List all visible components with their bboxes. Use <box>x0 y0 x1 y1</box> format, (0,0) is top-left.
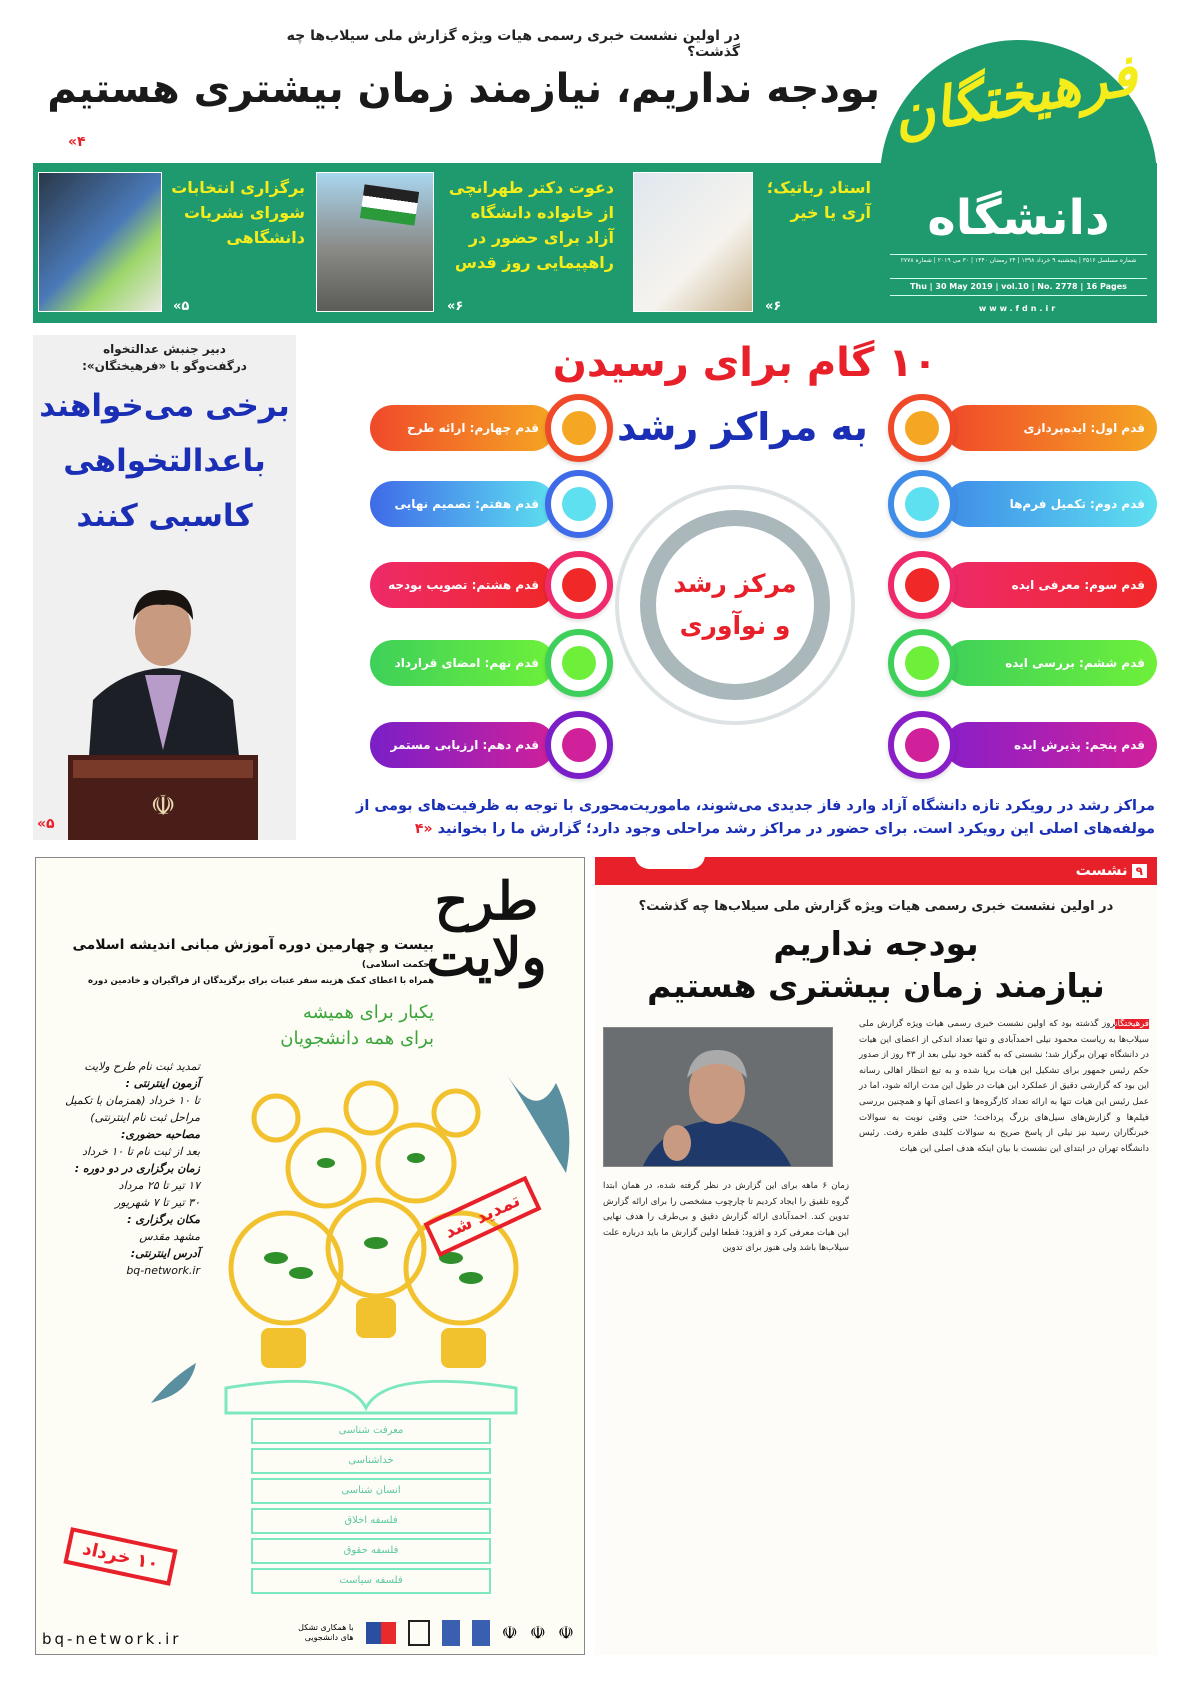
date-stamp: ۱۰ خرداد <box>63 1527 177 1586</box>
lead-kicker: در اولین نشست خبری رسمی هیات ویژه گزارش ملی سیلاب‌ها چه گذشت؟ <box>286 28 740 60</box>
book-spine: فلسفه اخلاق <box>251 1508 491 1534</box>
teaser-robotics[interactable] <box>761 175 871 225</box>
ad-detail-line: تا ۱۰ خرداد (همزمان با تکمیل مراحل ثبت نام اینترنتی) <box>65 1094 200 1124</box>
article-body-right <box>859 1017 1149 1157</box>
book-spine: معرفت شناسی <box>251 1418 491 1444</box>
step-l-2 <box>370 481 555 527</box>
step-label: قدم هفتم: تصمیم نهایی <box>394 497 539 511</box>
interview-kicker: دبیر جنبش عدالتخواه <box>103 342 226 356</box>
book-spine: فلسفه حقوق <box>251 1538 491 1564</box>
ad-url[interactable]: bq-network.ir <box>42 1630 182 1648</box>
step-label: قدم اول: ایده‌پردازی <box>1023 421 1145 435</box>
partner-logo-icon <box>408 1620 430 1646</box>
book-stack <box>221 1418 491 1598</box>
ad-detail-line[interactable]: bq-network.ir <box>126 1264 200 1277</box>
step-marker-icon <box>888 711 956 779</box>
article-photo <box>603 1027 833 1167</box>
step-label: قدم هشتم: تصویب بودجه <box>388 578 539 592</box>
teaser-title: دعوت دکتر طهرانچی از خانواده دانشگاه آزاد برای حضور در راهپیمایی روز قدس <box>448 178 614 272</box>
step-marker-icon <box>545 551 613 619</box>
ad-subtitle: همراه با اعطای کمک هزینه سفر عتبات برای برگزیدگان از فراگیران و خادمین دوره <box>88 976 434 986</box>
logo-subtitle: دانشگاه <box>927 190 1110 246</box>
ad-detail-line: مصاحبه حضوری: <box>121 1128 200 1141</box>
ad-detail-line: ۱۷ تیر تا ۲۵ مرداد <box>118 1179 200 1192</box>
logo-wordmark: فرهیختگان <box>887 41 1142 150</box>
step-marker-icon <box>545 470 613 538</box>
ad-slogan: یکبار برای همیشه <box>302 1002 434 1023</box>
center-label-2: و نوآوری <box>679 611 791 640</box>
ad-detail-line: بعد از ثبت نام تا ۱۰ خرداد <box>82 1145 200 1158</box>
article-source: فرهیختگان <box>1115 1019 1149 1029</box>
step-l-4 <box>370 640 555 686</box>
partner-logo-icon <box>442 1620 460 1646</box>
quds-photo <box>316 172 434 312</box>
infographic-subtitle: به مراکز رشد <box>617 405 868 449</box>
advertisement[interactable] <box>35 857 585 1655</box>
book-spine: انسان شناسی <box>251 1478 491 1504</box>
extended-stamp: تمدید شد <box>423 1176 541 1257</box>
page-ref[interactable]: «۵ <box>37 816 55 832</box>
partner-logo-icon <box>366 1622 396 1644</box>
step-marker-icon <box>545 629 613 697</box>
ad-title: طرح ولایت <box>426 871 547 988</box>
infographic-title: ۱۰ گام برای رسیدن <box>552 340 938 386</box>
ad-details <box>40 1058 200 1279</box>
book-spine: خداشناسی <box>251 1448 491 1474</box>
section-label <box>1076 861 1147 879</box>
step-r-1 <box>945 405 1157 451</box>
step-label: قدم نهم: امضای قرارداد <box>394 656 539 670</box>
ad-detail-line: مکان برگزاری : <box>127 1213 200 1226</box>
lightbulbs-books-illustration <box>206 1058 536 1418</box>
emblem-icon: ☫ <box>529 1622 546 1644</box>
dove-icon <box>146 1358 206 1408</box>
step-r-5 <box>945 722 1157 768</box>
lead-page-ref[interactable]: «۴ <box>68 134 86 150</box>
ad-detail-line: آدرس اینترنتی: <box>130 1247 200 1260</box>
ad-detail-line: مشهد مقدس <box>139 1230 200 1243</box>
ad-course <box>64 936 434 974</box>
dove-icon <box>496 1063 576 1183</box>
course-name: بیست و چهارمین دوره آموزش مبانی اندیشه اسلامی <box>72 937 434 953</box>
step-label: قدم سوم: معرفی ایده <box>1011 578 1145 592</box>
step-marker-icon <box>888 629 956 697</box>
step-marker-icon <box>545 394 613 462</box>
page-ref[interactable]: «۶ <box>447 299 464 314</box>
issue-date: Thu | 30 May 2019 | vol.10 | No. 2778 | 16 Pages <box>890 278 1147 296</box>
step-marker-icon <box>888 394 956 462</box>
student-photo <box>38 172 162 312</box>
interview-box[interactable] <box>33 335 296 840</box>
center-label: مرکز رشد <box>673 569 797 598</box>
section-number: ۹ <box>1132 864 1147 878</box>
section-bar <box>595 857 1157 885</box>
interview-headline: برخی می‌خواهند باعدالتخواهی کاسبی کنند <box>39 388 290 534</box>
emblem-icon: ☫ <box>557 1622 574 1644</box>
ad-detail-line: زمان برگزاری در دو دوره : <box>74 1162 200 1175</box>
step-label: قدم پنجم: پذیرش ایده <box>1014 738 1145 752</box>
step-label: قدم ششم: بررسی ایده <box>1005 656 1145 670</box>
ad-slogan-2: برای همه دانشجویان <box>280 1028 434 1049</box>
article[interactable] <box>595 857 1157 1655</box>
teaser-quds[interactable] <box>444 175 614 275</box>
emblem-icon: ☫ <box>150 789 176 822</box>
emblem-icon: ☫ <box>501 1622 518 1644</box>
section-name: نشست <box>1075 861 1128 879</box>
infographic-center <box>640 510 830 700</box>
page-ref[interactable]: «۴ <box>414 821 433 837</box>
step-l-1 <box>370 405 555 451</box>
issue-meta: شماره مسلسل ۳۵۱۶ | پنجشنبه ۹ خرداد ۱۳۹۸ | ۲۴ رمضان ۱۴۴۰ | ۳۰ می ۲۰۱۹ | شماره ۲۷۷۸ <box>890 254 1147 265</box>
teaser-title: استاد رباتیک؛ آری یا خیر <box>766 178 871 222</box>
article-headline-2: نیازمند زمان بیشتری هستیم <box>647 966 1105 1005</box>
course-note: (حکمت اسلامی) <box>361 960 434 970</box>
site-url[interactable]: www.fdn.ir <box>978 304 1059 313</box>
step-marker-icon <box>888 551 956 619</box>
flag-graphic <box>360 184 419 225</box>
article-headline: بودجه نداریم <box>773 924 979 963</box>
article-kicker: در اولین نشست خبری رسمی هیات ویژه گزارش ملی سیلاب‌ها چه گذشت؟ <box>638 899 1114 914</box>
step-label: قدم چهارم: ارائه طرح <box>406 421 539 435</box>
article-body-left <box>603 1179 849 1257</box>
infographic-caption[interactable] <box>300 795 1155 841</box>
step-marker-icon <box>888 470 956 538</box>
ad-detail-line: تمدید ثبت نام طرح ولایت <box>84 1060 200 1073</box>
speaker-photo <box>63 550 263 840</box>
teaser-elections[interactable] <box>170 175 305 250</box>
ad-detail-line: آزمون اینترنتی : <box>125 1077 200 1090</box>
page-ref[interactable]: «۶ <box>765 299 782 314</box>
masthead-logo[interactable] <box>880 40 1157 323</box>
teaser-title: برگزاری انتخابات شورای نشریات دانشگاهی <box>171 178 305 247</box>
robot-photo <box>633 172 753 312</box>
step-r-3 <box>945 562 1157 608</box>
step-label: قدم دهم: ارزیابی مستمر <box>390 738 539 752</box>
article-text: روز گذشته بود که اولین نشست خبری رسمی هیات ویژه گزارش ملی سیلاب‌ها به ریاست محمود نیلی احمدآبادی و تنها تعداد اندکی از اعضای این هیات در دانشگاه تهران برگزار شد؛ نشستی که به گفته خود نیلی بعد از ۴۳ روز از صدور حکم رئیس جمهور برای تشکیل این هیات برپا شده و به تبع انتظار اهالی رسانه این بود که گزارشی دقیق از عملکرد این هیات در طول این مدت ارائه شود، اما در عمل رئیس این هیات تنها به ارائه تعداد کارگروه‌ها و اعضای آنها و همچنین بررسی فیلم‌ها و گزارش‌های سیل‌های بزرگ پرداخت؛ حتی وقتی نوبت به سوالات خبرنگاران رسید نیز نیلی از پاسخ صریح به سوالات کلیدی طفره رفت. رئیس دانشگاه تهران در ابتدای این نشست با بیان اینکه هدف اصلی این هیات <box>859 1019 1149 1154</box>
step-l-5 <box>370 722 555 768</box>
article-text: زمان ۶ ماهه برای این گزارش در نظر گرفته شده، در همان ابتدا گروه تلفیق را ایجاد کردیم تا چارچوب مشخصی را برای ارائه گزارش تدوین کند. احمدآبادی ارائه گزارش دقیق و بی‌طرف را هدف نهایی این هیات معرفی کرد و افزود: قطعا اولین گزارش ما باید درباره علت سیلاب‌ها باشد ولی هنوز برای تدوین <box>603 1181 849 1254</box>
partners-note: با همکاری تشکل های دانشجویی <box>298 1623 354 1642</box>
caption-text: مراکز رشد در رویکرد تازه دانشگاه آزاد وارد فاز جدیدی می‌شوند، ماموریت‌محوری با توجه به ظرفیت‌های بومی از مولفه‌های اصلی این رویکرد است. برای حضور در مراکز رشد مراحلی وجود دارد؛ گزارش ما را بخوانید <box>355 798 1155 837</box>
ad-detail-line: ۳۰ تیر تا ۷ شهریور <box>114 1196 200 1209</box>
step-marker-icon <box>545 711 613 779</box>
partner-logos <box>294 1620 574 1646</box>
step-r-4 <box>945 640 1157 686</box>
book-spine: فلسفه سیاست <box>251 1568 491 1594</box>
step-r-2 <box>945 481 1157 527</box>
interview-kicker-2: درگفت‌وگو با «فرهیختگان»: <box>82 359 247 373</box>
step-l-3 <box>370 562 555 608</box>
lead-headline[interactable]: بودجه نداریم، نیازمند زمان بیشتری هستیم <box>47 66 880 112</box>
step-label: قدم دوم: تکمیل فرم‌ها <box>1009 497 1145 511</box>
page-ref[interactable]: «۵ <box>173 299 190 314</box>
university-logo-icon <box>472 1620 490 1646</box>
